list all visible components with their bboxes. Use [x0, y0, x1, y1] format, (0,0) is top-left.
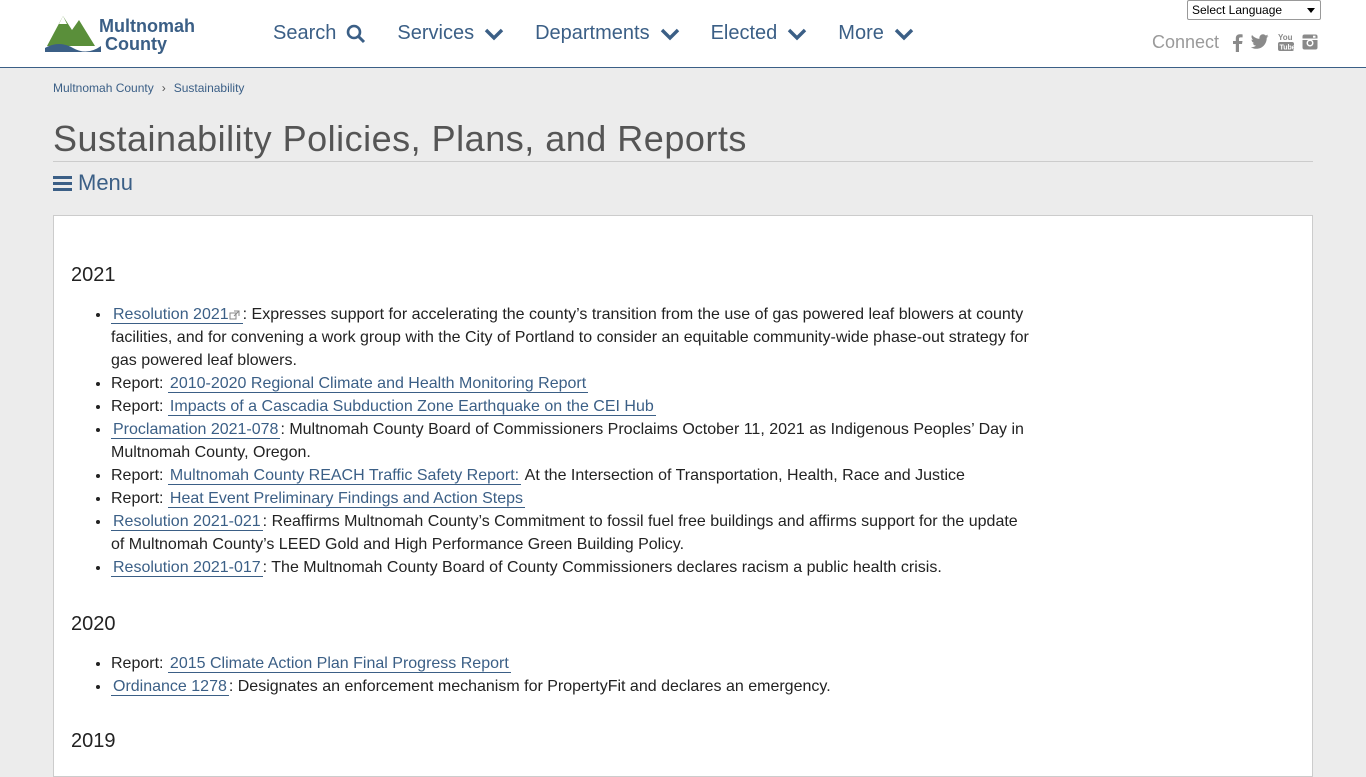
item-suffix: : Expresses support for accelerating the county’s transition from the use of gas powered leaf blowers at county facilities, and for convening a work group with the City of Portland to consider an equitable community-wide phase-out strategy for gas powered leaf blowers. [111, 306, 1029, 369]
list-item [111, 556, 1031, 579]
list-2021 [71, 303, 1031, 579]
breadcrumb [53, 81, 244, 95]
main-content [53, 215, 1313, 777]
resolution-2021-017-link[interactable]: Resolution 2021-017 [113, 559, 261, 576]
logo-text-line1: Multnomah [99, 16, 195, 36]
item-prefix: Report: [111, 398, 168, 415]
nav-departments-label: Departments [535, 22, 650, 44]
instagram-icon[interactable] [1302, 34, 1318, 50]
list-item [111, 303, 1031, 372]
climate-health-report-link[interactable]: 2010-2020 Regional Climate and Health Monitoring Report [169, 375, 587, 392]
menu-toggle-button[interactable] [53, 170, 133, 196]
year-heading-2019: 2019 [71, 730, 116, 752]
item-prefix: Report: [111, 375, 168, 392]
list-item [111, 652, 1031, 675]
item-prefix: Report: [111, 490, 168, 507]
svg-text:Tube: Tube [1279, 44, 1296, 52]
language-select[interactable] [1187, 0, 1321, 20]
title-divider [53, 161, 1313, 162]
nav-elected-label: Elected [710, 22, 778, 44]
item-suffix: : Reaffirms Multnomah County’s Commitment to fossil fuel free buildings and affirms support for the update of Multnomah County’s LEED Gold and High Performance Green Building Policy. [111, 513, 1018, 553]
breadcrumb-home-link[interactable]: Multnomah County [53, 81, 154, 95]
year-heading-2020: 2020 [71, 613, 116, 635]
link-text: Resolution 2021 [113, 306, 229, 323]
site-header [0, 0, 1366, 68]
nav-more[interactable] [838, 22, 914, 45]
list-item [111, 372, 1031, 395]
item-suffix: : Designates an enforcement mechanism for PropertyFit and declares an emergency. [228, 678, 831, 695]
search-icon [346, 24, 366, 44]
nav-search[interactable] [273, 22, 366, 45]
reach-traffic-safety-report-link[interactable]: Multnomah County REACH Traffic Safety Report: [169, 467, 520, 484]
nav-services[interactable] [397, 22, 504, 45]
nav-services-label: Services [397, 22, 475, 44]
item-prefix: Report: [111, 655, 168, 672]
svg-text:You: You [1278, 33, 1293, 42]
nav-search-label: Search [273, 22, 337, 44]
breadcrumb-current-link[interactable]: Sustainability [173, 81, 245, 95]
list-item [111, 395, 1031, 418]
proclamation-2021-078-link[interactable]: Proclamation 2021-078 [113, 421, 279, 438]
list-2020 [71, 652, 1031, 698]
list-item [111, 675, 1031, 698]
facebook-icon[interactable] [1231, 34, 1243, 52]
item-prefix: Report: [111, 467, 168, 484]
resolution-2021-link[interactable] [111, 306, 243, 324]
list-item [111, 510, 1031, 556]
item-suffix: : The Multnomah County Board of County Commissioners declares racism a public health crisis. [262, 559, 942, 576]
logo-mountain-icon [45, 10, 101, 54]
item-suffix: At the Intersection of Transportation, Health, Race and Justice [521, 467, 965, 484]
chevron-down-icon [484, 27, 504, 41]
chevron-down-icon [660, 27, 680, 41]
nav-departments[interactable] [535, 22, 680, 45]
twitter-icon[interactable] [1251, 34, 1269, 50]
page-title: Sustainability Policies, Plans, and Reports [53, 118, 747, 159]
cascadia-earthquake-report-link[interactable]: Impacts of a Cascadia Subduction Zone Earthquake on the CEI Hub [169, 398, 654, 415]
dropdown-arrow-icon [1307, 8, 1315, 13]
list-item [111, 464, 1031, 487]
hamburger-menu-icon [53, 175, 72, 192]
year-heading-2021: 2021 [71, 264, 116, 286]
language-select-value: Select Language [1192, 3, 1283, 17]
chevron-down-icon [894, 27, 914, 41]
ordinance-1278-link[interactable]: Ordinance 1278 [113, 678, 227, 695]
heat-event-findings-link[interactable]: Heat Event Preliminary Findings and Action Steps [169, 490, 523, 507]
logo-text-line2: County [105, 34, 167, 54]
nav-more-label: More [838, 22, 884, 44]
youtube-icon[interactable] [1278, 32, 1294, 52]
list-item [111, 487, 1031, 510]
nav-elected[interactable] [711, 22, 808, 45]
county-logo[interactable] [45, 8, 205, 56]
resolution-2021-021-link[interactable]: Resolution 2021-021 [113, 513, 261, 530]
menu-toggle-label: Menu [78, 170, 134, 195]
climate-action-plan-report-link[interactable]: 2015 Climate Action Plan Final Progress Report [169, 655, 509, 672]
breadcrumb-separator: › [161, 81, 166, 95]
list-item [111, 418, 1031, 464]
external-link-icon [229, 310, 241, 320]
item-suffix: : Multnomah County Board of Commissioners Proclaims October 11, 2021 as Indigenous Peoples’ Day in Multnomah County, Oregon. [111, 421, 1024, 461]
chevron-down-icon [787, 27, 807, 41]
connect-label: Connect [1152, 32, 1220, 52]
main-nav [273, 22, 945, 45]
